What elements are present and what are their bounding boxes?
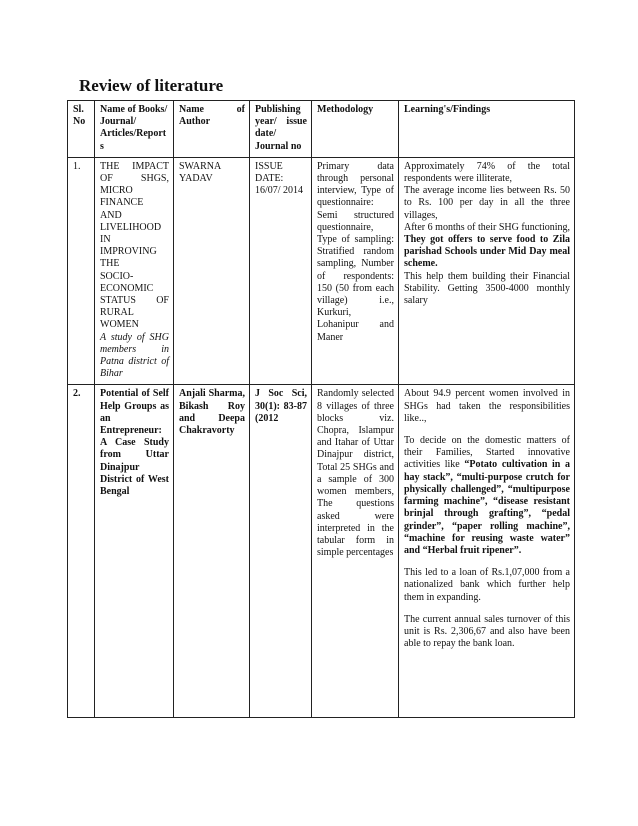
row-1-book: THE IMPACT OF SHGS, MICRO FINANCE AND LIVELIHOOD IN IMPROVING THE SOCIO- ECONOMIC STATUS OF RURAL WOMEN A study of SHG members in Patna district of Bihar [95, 157, 174, 385]
literature-table [67, 100, 575, 718]
row-2-book: Potential of Self Help Groups as an Entrepreneur: A Case Study from Uttar Dinajpur District of West Bengal [95, 385, 174, 718]
row-1-sl: 1. [68, 157, 95, 385]
header-publishing: Publishing year/ issue date/ Journal no [250, 101, 312, 158]
header-row [68, 101, 575, 158]
header-findings: Learning's/Findings [399, 101, 575, 158]
row-1-findings: Approximately 74% of the total respondents were illiterate, The average income lies between Rs. 50 to Rs. 100 per day in all the three villages, After 6 months of their SHG functioning, They got offers to serve food to Zila parishad Schools under Mid Day meal scheme. This help them building their Financial Stability. Getting 3500-4000 monthly salary [399, 157, 575, 385]
table-row [68, 385, 575, 718]
row-1-author: SWARNA YADAV [174, 157, 250, 385]
row-1-publishing: ISSUE DATE: 16/07/ 2014 [250, 157, 312, 385]
page-title: Review of literature [79, 76, 224, 95]
table-row [68, 157, 575, 385]
header-author: Name of Author [174, 101, 250, 158]
row-2-author: Anjali Sharma, Bikash Roy and Deepa Chakravorty [174, 385, 250, 718]
row-1-methodology: Primary data through personal interview, Type of questionnaire: Semi structured questionnaire, Type of sampling: Stratified random sampling, Number of respondents: 150 (50 from each village) i.e., Kurkuri, Lohanipur and Maner [312, 157, 399, 385]
header-methodology: Methodology [312, 101, 399, 158]
row-2-methodology: Randomly selected 8 villages of three blocks viz. Chopra, Islampur and Itahar of Uttar Dinajpur district, Total 25 SHGs and a sample of 300 women members, The questions asked were interpreted in the tabular form in simple percentages [312, 385, 399, 718]
row-1-book-subtitle: A study of SHG members in Patna district of Bihar [100, 331, 169, 380]
row-2-findings: About 94.9 percent women involved in SHGs had taken the responsibilities like.., To decide on the domestic matters of their Families, Started innovative activities like “Potato cultivation in a hay stack”, “multi-purpose crutch for physically challenged”, “multipurpose farming machine”, “disease resistant brinjal through grafting”, “pedal grinder”, “paper rolling machine”, “machine for reusing waste water” and “Herbal fruit ripener”. This led to a loan of Rs.1,07,000 from a nationalized bank which further help them in expanding. The current annual sales turnover of this unit is Rs. 2,306,67 and also have been able to repay the bank loan. [399, 385, 575, 718]
row-2-publishing: J Soc Sci, 30(1): 83-87 (2012 [250, 385, 312, 718]
row-2-sl: 2. [68, 385, 95, 718]
header-books: Name of Books/ Journal/ Articles/Reports [95, 101, 174, 158]
header-sl: Sl. No [68, 101, 95, 158]
